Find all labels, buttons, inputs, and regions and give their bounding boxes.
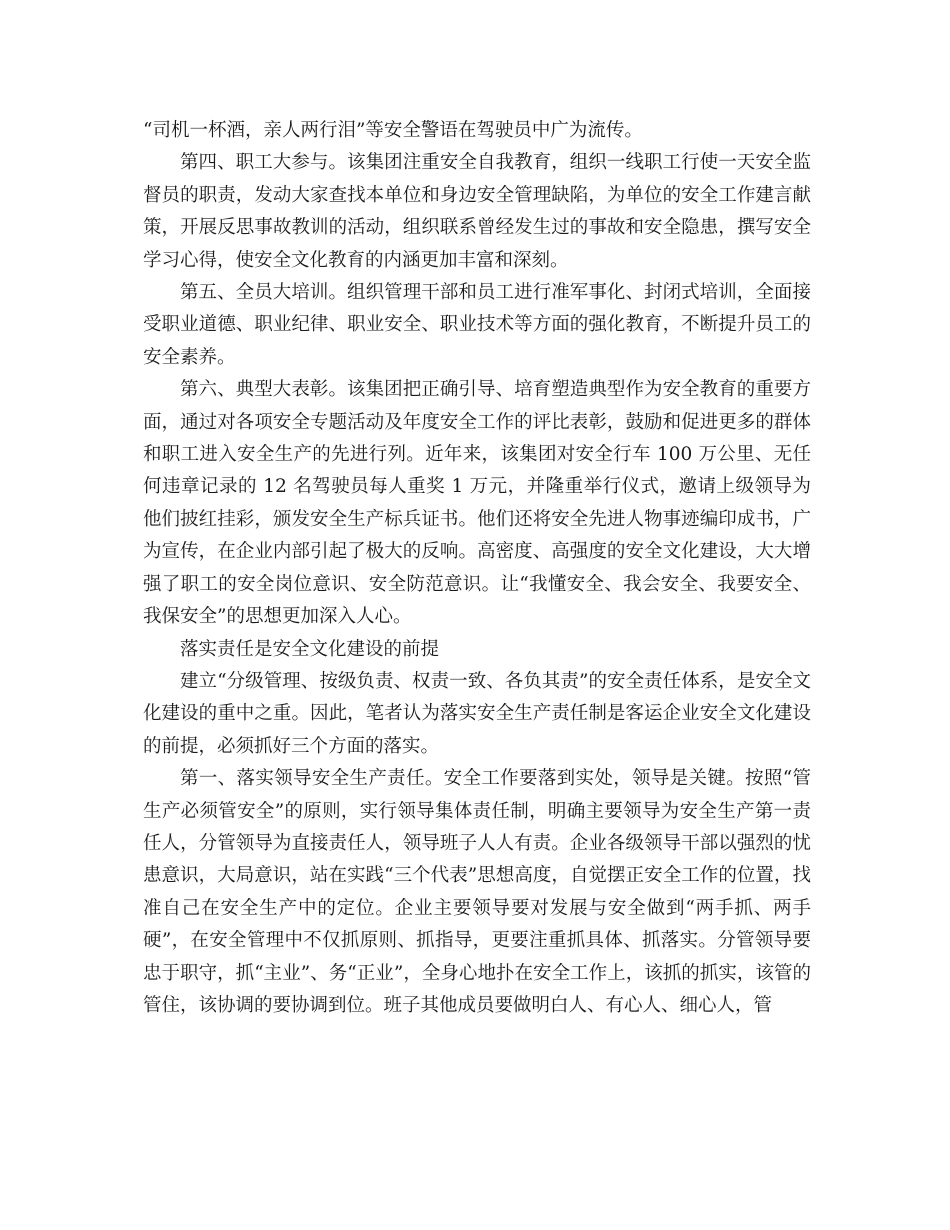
document-body <box>143 115 811 1022</box>
section-heading: 落实责任是安全文化建设的前提 <box>180 638 440 660</box>
paragraph-sixth-commendation: 第六、典型大表彰。该集团把正确引导、培育塑造典型作为安全教育的重要方面，通过对各项安全专题活动及年度安全工作的评比表彰，鼓励和促进更多的群体和职工进入安全生产的先进行列。近年来，该集团对安全行车 100 万公里、无任何违章记录的 12 名驾驶员每人重奖 1 万元，并隆重举行仪式，邀请上级领导为他们披红挂彩，颁发安全生产标兵证书。他们还将安全先进人物事迹编印成书，广为宣传，在企业内部引起了极大的反响。高密度、高强度的安全文化建设，大大增强了职工的安全岗位意识、安全防范意识。让“我懂安全、我会安全、我要安全、我保安全”的思想更加深入人心。 <box>143 379 811 628</box>
paragraph-fourth-participation: 第四、职工大参与。该集团注重安全自我教育，组织一线职工行使一天安全监督员的职责，发动大家查找本单位和身边安全管理缺陷，为单位的安全工作建言献策，开展反思事故教训的活动，组织联系曾经发生过的事故和安全隐患，撰写安全学习心得，使安全文化教育的内涵更加丰富和深刻。 <box>143 152 811 271</box>
paragraph-first-leadership: 第一、落实领导安全生产责任。安全工作要落到实处，领导是关键。按照“管生产必须管安全”的原则，实行领导集体责任制，明确主要领导为安全生产第一责任人，分管领导为直接责任人，领导班子人人有责。企业各级领导干部以强烈的忧患意识，大局意识，站在实践“三个代表”思想高度，自觉摆正安全工作的位置，找准自己在安全生产中的定位。企业主要领导要对发展与安全做到“两手抓、两手硬”，在安全管理中不仅抓原则、抓指导，更要注重抓具体、抓落实。分管领导要忠于职守，抓“主业”、务“正业”，全身心地扑在安全工作上，该抓的抓实，该管的管住，该协调的要协调到位。班子其他成员要做明白人、有心人、细心人，管 <box>143 768 811 1016</box>
paragraph-fifth-training: 第五、全员大培训。组织管理干部和员工进行准军事化、封闭式培训，全面接受职业道德、职业纪律、职业安全、职业技术等方面的强化教育，不断提升员工的安全素养。 <box>143 282 811 368</box>
paragraph-continuation: “司机一杯酒，亲人两行泪”等安全警语在驾驶员中广为流传。 <box>143 120 643 141</box>
paragraph-responsibility-system: 建立“分级管理、按级负责、权责一致、各负其责”的安全责任体系，是安全文化建设的重中之重。因此，笔者认为落实安全生产责任制是客运企业安全文化建设的前提，必须抓好三个方面的落实。 <box>143 670 811 757</box>
